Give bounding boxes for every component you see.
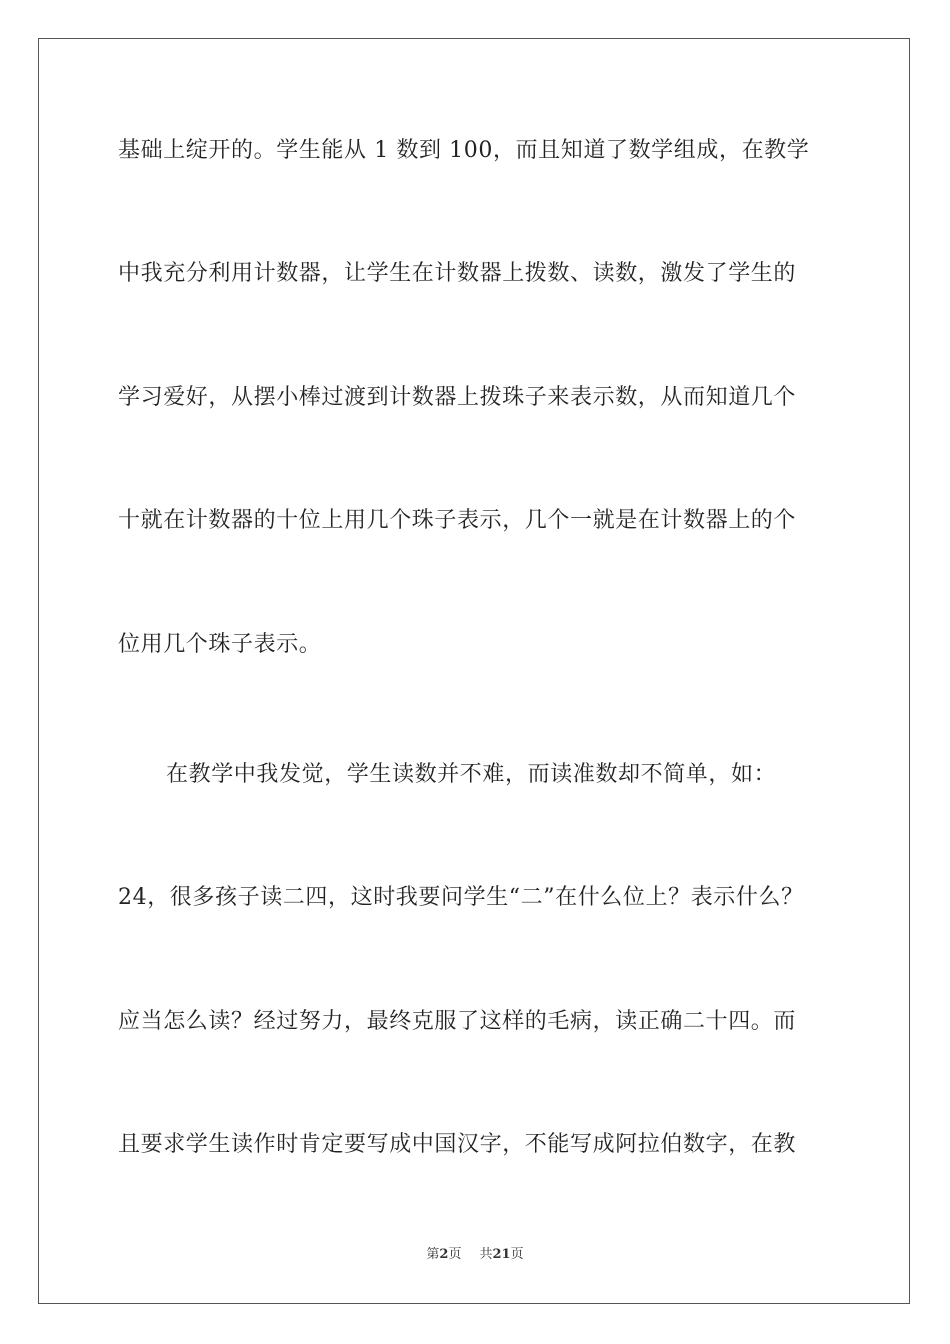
total-page-number: 21 bbox=[492, 1247, 511, 1262]
paragraph-line-1: 基础上绽开的。学生能从 1 数到 100，而且知道了数学组成，在教学 bbox=[118, 138, 810, 163]
paragraph-line-9: 且要求学生读作时肯定要写成中国汉字，不能写成阿拉伯数字，在教 bbox=[118, 1132, 797, 1157]
page-border bbox=[38, 38, 910, 1304]
paragraph-line-7: 24，很多孩子读二四，这时我要问学生“二”在什么位上？表示什么？ bbox=[118, 885, 804, 910]
paragraph-line-5: 位用几个珠子表示。 bbox=[118, 632, 322, 657]
paragraph-line-8: 应当怎么读？经过努力，最终克服了这样的毛病，读正确二十四。而 bbox=[118, 1009, 797, 1034]
current-page-number: 2 bbox=[439, 1247, 449, 1262]
paragraph-line-6: 在教学中我发觉，学生读数并不难，而读准数却不简单，如： bbox=[166, 762, 777, 787]
paragraph-line-3: 学习爱好，从摆小棒过渡到计数器上拨珠子来表示数，从而知道几个 bbox=[118, 385, 797, 410]
page-suffix: 页 bbox=[448, 1247, 462, 1262]
page-prefix: 第 bbox=[426, 1247, 440, 1262]
page-footer bbox=[0, 1246, 950, 1264]
total-prefix: 共 bbox=[479, 1247, 493, 1262]
paragraph-line-2: 中我充分利用计数器，让学生在计数器上拨数、读数，激发了学生的 bbox=[118, 261, 797, 286]
paragraph-line-4: 十就在计数器的十位上用几个珠子表示，几个一就是在计数器上的个 bbox=[118, 508, 797, 533]
total-suffix: 页 bbox=[510, 1247, 524, 1262]
